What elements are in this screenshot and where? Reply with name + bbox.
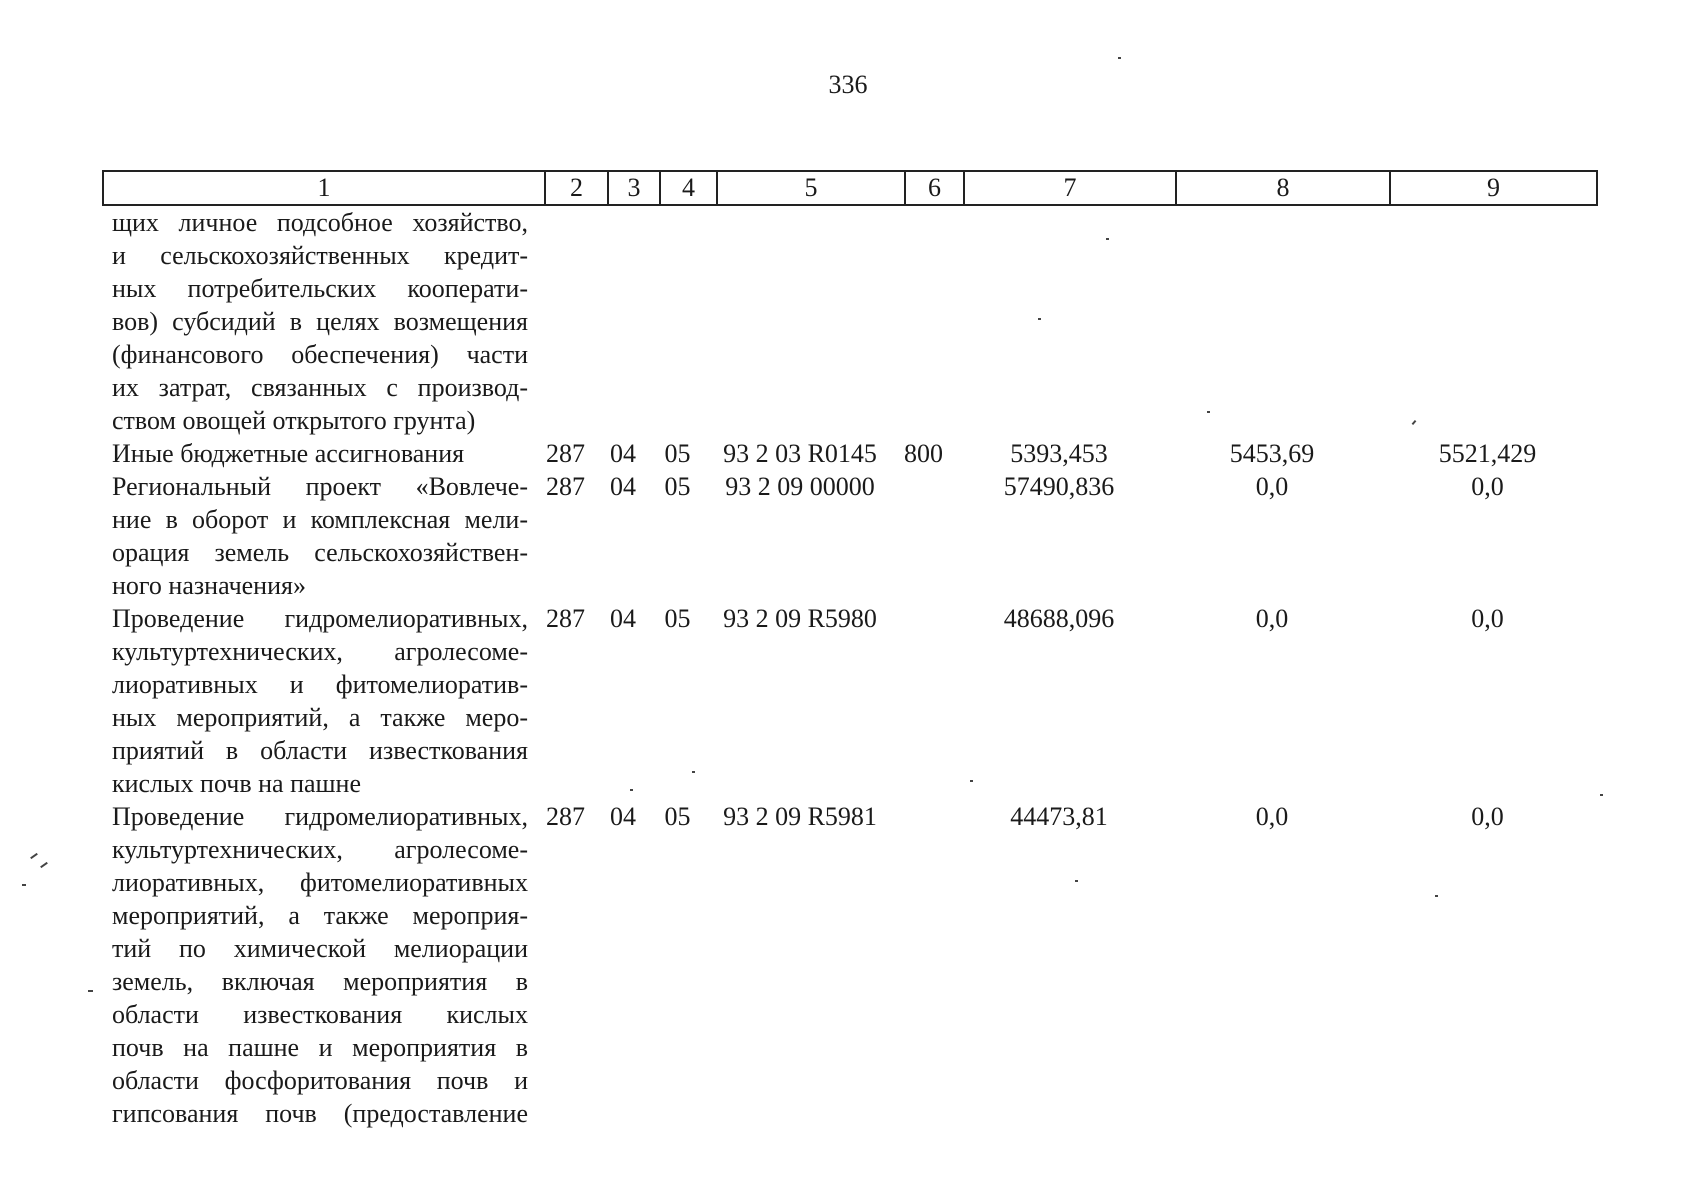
cell-col-2: 287 [546, 472, 585, 501]
description-line: гипсования почв (предоставление [112, 1099, 528, 1128]
scan-speck [1038, 318, 1041, 320]
scan-speck [1600, 794, 1603, 796]
cell-col-4: 05 [664, 802, 691, 831]
cell-col-2: 287 [546, 439, 585, 468]
row-description [102, 800, 534, 1130]
scan-speck [40, 862, 48, 868]
scan-speck [630, 789, 633, 791]
description-line: ных потребительских кооперати- [112, 274, 528, 303]
description-line: ством овощей открытого грунта) [112, 406, 476, 435]
scan-speck [692, 771, 695, 773]
description-line: области известкования кислых [112, 1000, 528, 1029]
header-col-4: 4 [660, 171, 717, 205]
description-line: Иные бюджетные ассигнования [112, 439, 465, 468]
cell-col-2: 287 [546, 802, 585, 831]
page-number: 336 [828, 70, 868, 99]
table-row [102, 437, 1596, 470]
description-line: земель, включая мероприятия в [112, 967, 528, 996]
description-line: орация земель сельскохозяйствен- [112, 538, 528, 567]
cell-col-6: 800 [904, 439, 943, 468]
description-line: ного назначения» [112, 571, 306, 600]
column-number-header [102, 170, 1598, 206]
scan-speck [22, 884, 26, 886]
description-line: мероприятий, а также мероприя- [112, 901, 528, 930]
description-line: (финансового обеспечения) части [112, 340, 528, 369]
cell-col-7: 57490,836 [1003, 472, 1115, 501]
cell-col-7: 44473,81 [1010, 802, 1108, 831]
cell-col-9: 5521,429 [1438, 439, 1537, 468]
cell-col-3: 04 [610, 604, 636, 633]
header-col-9: 9 [1390, 171, 1597, 205]
description-line: и сельскохозяйственных кредит- [112, 241, 528, 270]
description-line: Проведение гидромелиоративных, [112, 802, 528, 831]
description-line: Региональный проект «Вовлече- [112, 472, 528, 501]
scan-speck [88, 990, 93, 992]
table-row [102, 206, 1596, 437]
cell-col-8: 0,0 [1255, 802, 1289, 831]
description-line: лиоративных и фитомелиоратив- [112, 670, 528, 699]
description-line: ние в оборот и комплексная мели- [112, 505, 528, 534]
scan-speck [1207, 411, 1210, 413]
table-row [102, 470, 1596, 602]
scan-speck [1106, 238, 1109, 240]
cell-col-5: 93 2 09 00000 [725, 472, 875, 501]
header-col-5: 5 [717, 171, 905, 205]
description-line: приятий в области известкования [112, 736, 528, 765]
cell-col-5: 93 2 09 R5980 [723, 604, 877, 633]
description-line: тий по химической мелиорации [112, 934, 528, 963]
cell-col-5: 93 2 03 R0145 [723, 439, 877, 468]
cell-col-3: 04 [610, 472, 636, 501]
row-description [102, 470, 534, 602]
budget-table-body [102, 206, 1596, 1130]
description-line: щих личное подсобное хозяйство, [112, 208, 528, 237]
cell-col-8: 0,0 [1255, 472, 1289, 501]
cell-col-3: 04 [610, 802, 636, 831]
scan-speck [1435, 895, 1438, 897]
header-col-3: 3 [608, 171, 660, 205]
table-row [102, 602, 1596, 800]
cell-col-4: 05 [664, 472, 691, 501]
description-line: кислых почв на пашне [112, 769, 362, 798]
scan-speck [1075, 880, 1078, 882]
cell-col-7: 5393,453 [1010, 439, 1108, 468]
cell-col-3: 04 [610, 439, 636, 468]
scan-speck [1118, 57, 1121, 59]
header-col-6: 6 [905, 171, 964, 205]
cell-col-7: 48688,096 [1003, 604, 1115, 633]
row-description [102, 206, 534, 437]
header-col-2: 2 [545, 171, 608, 205]
cell-col-2: 287 [546, 604, 585, 633]
cell-col-4: 05 [664, 439, 691, 468]
description-line: почв на пашне и мероприятия в [112, 1033, 528, 1062]
header-col-7: 7 [964, 171, 1176, 205]
scan-speck [970, 780, 973, 782]
header-col-8: 8 [1176, 171, 1390, 205]
cell-col-5: 93 2 09 R5981 [723, 802, 877, 831]
description-line: Проведение гидромелиоративных, [112, 604, 528, 633]
cell-col-9: 0,0 [1471, 802, 1504, 831]
row-description [102, 602, 534, 800]
description-line: культуртехнических, агролесоме- [112, 835, 528, 864]
cell-col-9: 0,0 [1471, 604, 1504, 633]
description-line: культуртехнических, агролесоме- [112, 637, 528, 666]
cell-col-9: 0,0 [1471, 472, 1504, 501]
cell-col-4: 05 [664, 604, 691, 633]
description-line: области фосфоритования почв и [112, 1066, 528, 1095]
description-line: вов) субсидий в целях возмещения [112, 307, 528, 336]
scan-speck [30, 853, 38, 859]
description-line: лиоративных, фитомелиоративных [112, 868, 528, 897]
description-line: ных мероприятий, а также меро- [112, 703, 528, 732]
header-col-1: 1 [103, 171, 545, 205]
description-line: их затрат, связанных с производ- [112, 373, 528, 402]
row-description [102, 437, 534, 470]
cell-col-8: 0,0 [1255, 604, 1289, 633]
cell-col-8: 5453,69 [1229, 439, 1315, 468]
table-row [102, 800, 1596, 1130]
